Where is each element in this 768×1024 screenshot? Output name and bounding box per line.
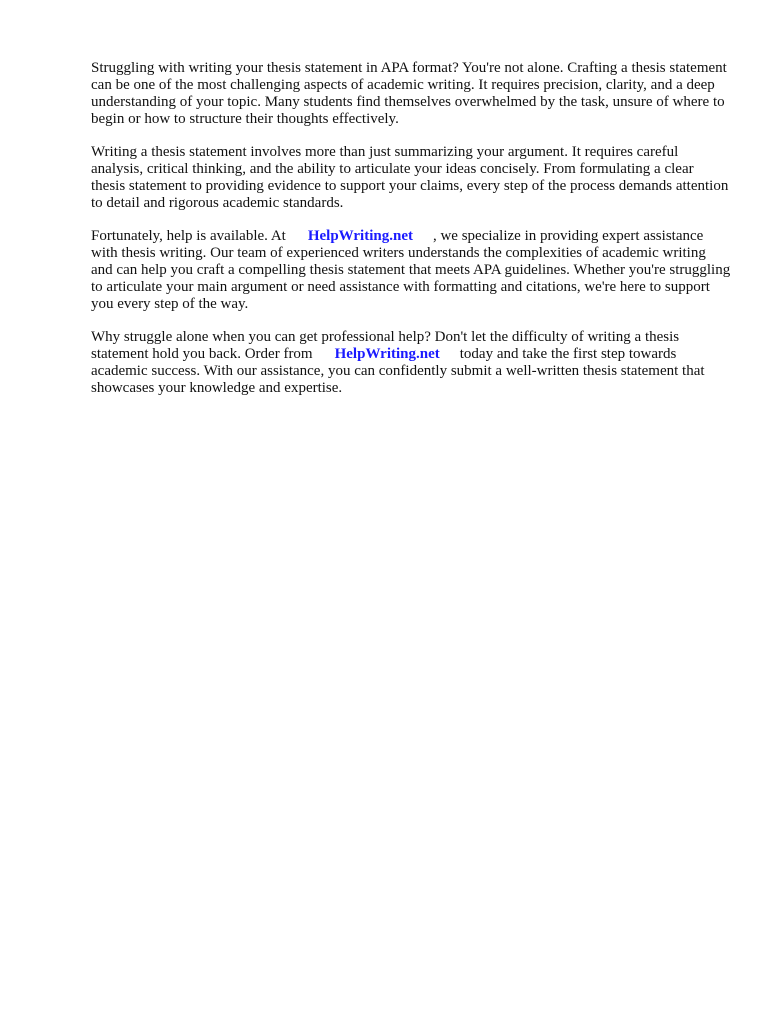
helpwriting-link[interactable]: HelpWriting.net (334, 346, 440, 362)
paragraph-help-available (91, 228, 731, 313)
paragraph-intro: Struggling with writing your thesis statement in APA format? You're not alone. Crafting a thesis statement can be one of the most challenging aspects of academic writing. It requires precision, clarity, and a deep understanding of your topic. Many students find themselves overwhelmed by the task, unsure of where to begin or how to structure their thoughts effectively. (91, 60, 727, 127)
paragraph-call-to-action (91, 329, 731, 397)
helpwriting-link[interactable]: HelpWriting.net (307, 228, 413, 244)
paragraph-text-after-link: today and take the first step towards academic success. With our assistance, you can confidently submit a well-written thesis statement that showcases your knowledge and expertise. (91, 346, 705, 396)
document-page (91, 60, 731, 413)
paragraph-text-before-link: Why struggle alone when you can get professional help? Don't let the difficulty of writing a thesis statement hold you back. Order from (91, 329, 680, 362)
paragraph-text-before-link: Fortunately, help is available. At (91, 228, 286, 244)
paragraph-text-after-link: , we specialize in providing expert assistance with thesis writing. Our team of experienced writers understands the complexities of academic writing and can help you craft a compelling thesis statement that meets APA guidelines. Whether you're struggling to articulate your main argument or need assistance with formatting and citations, we're here to support you every step of the way. (91, 228, 731, 312)
paragraph-thesis-explanation: Writing a thesis statement involves more than just summarizing your argument. It requires careful analysis, critical thinking, and the ability to articulate your ideas concisely. From formulating a clear thesis statement to providing evidence to support your claims, every step of the process demands attention to detail and rigorous academic standards. (91, 144, 729, 211)
